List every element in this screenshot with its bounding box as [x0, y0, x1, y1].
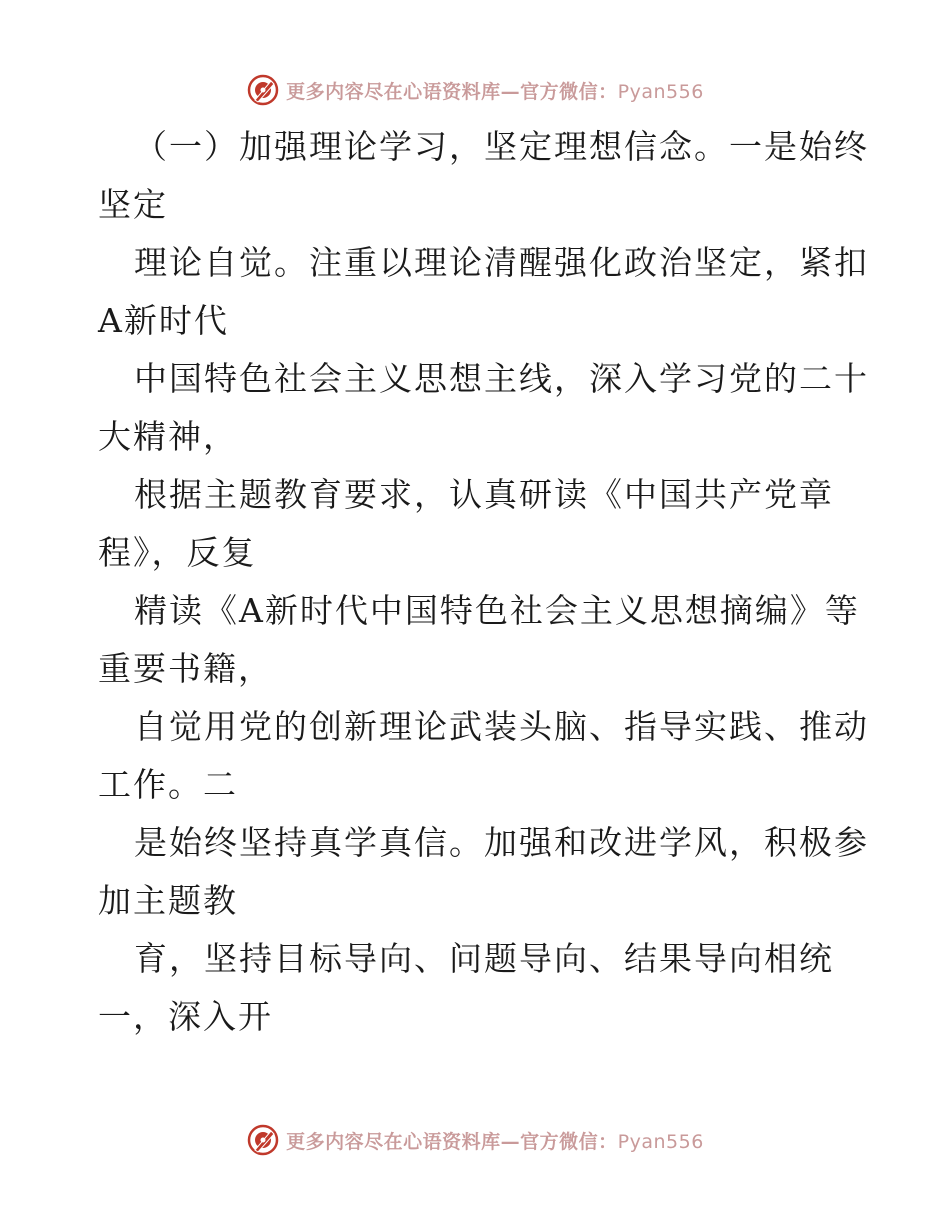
body-line: 自觉用党的创新理论武装头脑、指导实践、推动: [134, 707, 869, 746]
body-line: 重要书籍，: [98, 649, 273, 688]
watermark-text: 更多内容尽在心语资料库—官方微信：Pyan556: [286, 80, 704, 103]
document-body: [98, 118, 869, 1046]
pen-logo-icon: [246, 73, 280, 107]
header-watermark: [0, 70, 950, 110]
body-line: 工作。二: [98, 765, 238, 804]
body-line: 根据主题教育要求，认真研读《中国共产党章: [134, 475, 834, 514]
body-line: 一，深入开: [98, 997, 273, 1036]
body-line: 育，坚持目标导向、问题导向、结果导向相统: [134, 939, 834, 978]
body-line: A新时代: [98, 301, 229, 340]
body-line: 是始终坚持真学真信。加强和改进学风，积极参: [134, 823, 869, 862]
body-line: 中国特色社会主义思想主线，深入学习党的二十: [134, 359, 869, 398]
body-line: 大精神，: [98, 417, 238, 456]
watermark-text: 更多内容尽在心语资料库—官方微信：Pyan556: [286, 1130, 704, 1153]
body-line: 精读《A新时代中国特色社会主义思想摘编》等: [134, 591, 860, 630]
footer-watermark: [0, 1120, 950, 1160]
body-line: 程》，反复: [98, 533, 257, 572]
body-line: 理论自觉。注重以理论清醒强化政治坚定，紧扣: [134, 243, 869, 282]
body-line: （一）加强理论学习，坚定理想信念。一是始终: [134, 127, 869, 166]
body-line: 坚定: [98, 185, 168, 224]
body-line: 加主题教: [98, 881, 238, 920]
pen-logo-icon: [246, 1123, 280, 1157]
